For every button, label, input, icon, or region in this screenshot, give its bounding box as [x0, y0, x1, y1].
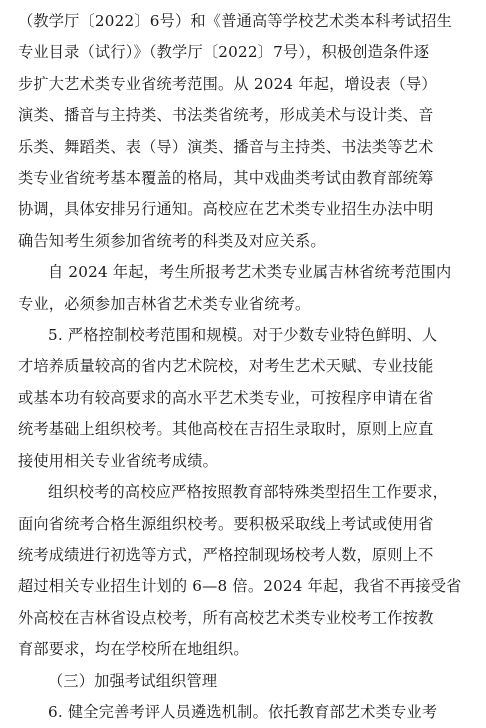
- paragraph-2024-requirement: [18, 257, 468, 320]
- text-line: 专业，必须参加吉林省艺术类专业省统考。: [18, 294, 311, 313]
- text-line: 确告知考生须参加省统考的科类及对应关系。: [18, 231, 326, 250]
- paragraph-item-6: [18, 697, 468, 728]
- paragraph-item-5: [18, 320, 468, 477]
- text-line: 6. 健全完善考评人员遴选机制。依托教育部艺术类专业考: [48, 702, 438, 721]
- text-line: 超过相关专业招生计划的 6—8 倍。2024 年起，我省不再接受省: [18, 577, 462, 596]
- text-line: 组织校考的高校应严格按照教育部特殊类型招生工作要求，: [48, 483, 449, 502]
- text-line: 接使用相关专业省统考成绩。: [18, 451, 219, 470]
- text-line: 或基本功有较高要求的高水平艺术类专业，可按程序申请在省: [18, 388, 434, 407]
- text-line: 乐类、舞蹈类、表（导）演类、播音与主持类、书法类等艺术: [18, 137, 434, 156]
- text-line: 外高校在吉林省设点校考，所有高校艺术类专业校考工作按教: [18, 608, 434, 627]
- text-line: 步扩大艺术类专业省统考范围。从 2024 年起，增设表（导）: [18, 74, 437, 93]
- text-line: 类专业省统考基本覆盖的格局，其中戏曲类考试由教育部统筹: [18, 169, 434, 188]
- text-line: 自 2024 年起，考生所报考艺术类专业属吉林省统考范围内: [48, 263, 452, 282]
- text-line: 统考基础上组织校考。其他高校在吉招生录取时，原则上应直: [18, 420, 434, 439]
- text-line: 面向省统考合格生源组织校考。要积极采取线上考试或使用省: [18, 514, 434, 533]
- text-line: 演类、播音与主持类、书法类省统考，形成美术与设计类、音: [18, 106, 434, 125]
- text-line: 专业目录（试行）》（教学厅〔2022〕7号），积极创造条件逐: [18, 43, 430, 62]
- section-title: （三）加强考试组织管理: [48, 671, 218, 690]
- text-line: 5. 严格控制校考范围和规模。对于少数专业特色鲜明、人: [48, 326, 438, 345]
- text-line: 统考成绩进行初选等方式，严格控制现场校考人数，原则上不: [18, 545, 434, 564]
- text-line: 协调，具体安排另行通知。高校应在艺术类专业招生办法中明: [18, 200, 434, 219]
- text-line: 育部要求，均在学校所在地组织。: [18, 640, 249, 659]
- paragraph-unified-exam-scope: [18, 6, 468, 257]
- text-line: （教学厅〔2022〕6号）和《普通高等学校艺术类本科考试招生: [18, 12, 453, 30]
- section-heading-3: [18, 666, 468, 697]
- text-line: 才培养质量较高的省内艺术院校，对考生艺术天赋、专业技能: [18, 357, 434, 376]
- paragraph-school-exam-organization: [18, 477, 468, 665]
